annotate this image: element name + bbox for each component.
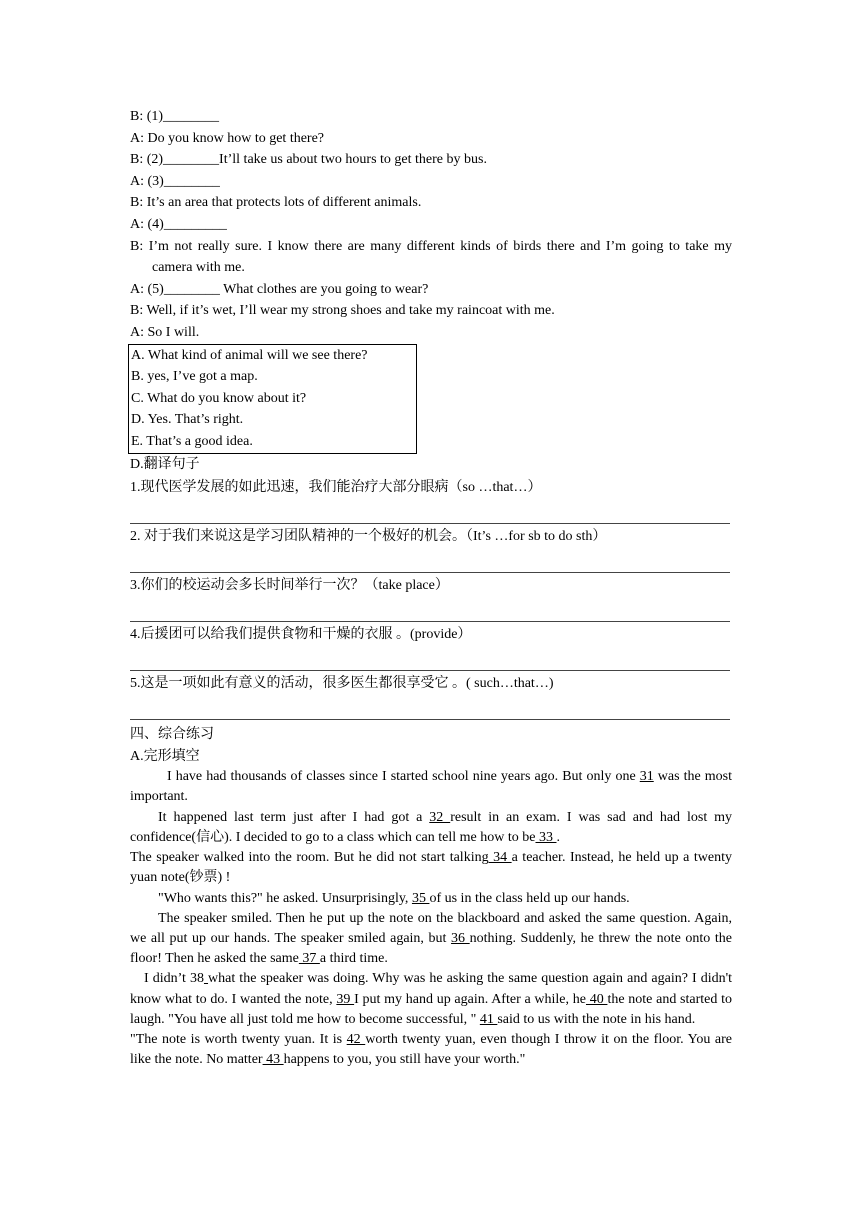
dialogue-text: It’s an area that protects lots of different animals. xyxy=(146,195,422,211)
answer-line[interactable] xyxy=(130,646,730,671)
translation-item-5: 5.这是一项如此有意义的活动，很多医生都很享受它 。( such…that…) xyxy=(130,676,554,692)
cloze-paragraph-2 xyxy=(130,808,732,848)
cloze-text: the note and started to laugh. "You have all just told me how to become successful, " xyxy=(130,991,732,1027)
dialogue-line-3 xyxy=(130,149,732,171)
cloze-heading: A.完形填空 xyxy=(130,748,200,764)
blank-43[interactable]: 43 xyxy=(262,1052,284,1068)
cloze-text: "The note is worth twenty yuan. It is xyxy=(130,1031,347,1047)
option-c: C. What do you know about it? xyxy=(131,390,307,406)
speaker-label: A: xyxy=(130,130,144,146)
blank-37[interactable]: 37 xyxy=(298,951,320,967)
cloze-text: worth twenty yuan, even though I throw it on the floor. You are like the note. No matter xyxy=(130,1031,732,1068)
speaker-label: A: xyxy=(130,324,144,340)
dialogue-text: Do you know how to get there? xyxy=(147,130,325,146)
cloze-text: happens to you, you still have your worth." xyxy=(283,1052,526,1068)
cloze-text: I put my hand up again. After a while, he xyxy=(354,991,586,1007)
translation-item-1: 1.现代医学发展的如此迅速，我们能治疗大部分眼病（so …that…） xyxy=(130,480,542,496)
cloze-text: The speaker walked into the room. But he did not start talking xyxy=(130,850,489,866)
option-a: A. What kind of animal will we see there? xyxy=(131,347,368,363)
dialogue-line-6 xyxy=(130,214,732,236)
speaker-label: B: xyxy=(130,152,144,168)
speaker-label: B: xyxy=(130,109,144,124)
speaker-label: B: xyxy=(130,195,144,211)
cloze-text: "Who wants this?" he asked. Unsurprisingly, xyxy=(158,890,412,906)
dialogue-text: (5)________ What clothes are you going to wear? xyxy=(147,281,429,297)
dialogue-line-2 xyxy=(130,128,732,150)
cloze-text: The speaker smiled. Then he put up the note on the blackboard and asked the same question. Again, we all put up our hands. The speaker smiled again, but xyxy=(130,910,732,946)
cloze-paragraph-7 xyxy=(130,1030,732,1070)
dialogue-text: (3)________ xyxy=(147,173,220,189)
speaker-label: A: xyxy=(130,173,144,189)
dialogue-text: So I will. xyxy=(147,324,200,340)
cloze-text: what the speaker was doing. Why was he asking the same question again and again? I didn't know what to do. I wanted the note, xyxy=(130,971,732,1007)
cloze-text: . xyxy=(556,829,560,845)
section-heading: 四、综合练习 xyxy=(130,727,214,743)
cloze-paragraph-4 xyxy=(130,889,732,909)
option-b: B. yes, I’ve got a map. xyxy=(131,369,258,385)
cloze-paragraph-5 xyxy=(130,909,732,970)
cloze-text: result in an exam. I was sad and had lost my confidence(信心). I decided to go to a class which can tell me how to be xyxy=(130,809,733,845)
cloze-paragraph-6 xyxy=(130,969,732,1030)
dialogue-line-4 xyxy=(130,171,732,193)
cloze-text: of us in the class held up our hands. xyxy=(429,890,630,906)
dialogue-line-8 xyxy=(130,279,732,301)
answer-line[interactable] xyxy=(130,548,730,573)
translation-section xyxy=(130,454,732,721)
cloze-text: a teacher. Instead, he held up a twenty yuan note(钞票) ! xyxy=(130,850,732,886)
dialogue xyxy=(130,106,736,344)
dialogue-line-7 xyxy=(130,236,736,279)
cloze-text: I didn’t 38 xyxy=(144,971,204,987)
translation-heading: D.翻译句子 xyxy=(130,456,200,472)
dialogue-text: (4)_________ xyxy=(147,216,227,232)
blank-39[interactable]: 39 xyxy=(336,991,355,1007)
cloze-text: said to us with the note in his hand. xyxy=(497,1011,696,1027)
blank-41[interactable]: 41 xyxy=(479,1011,498,1027)
options-box xyxy=(128,344,417,454)
cloze-text: It happened last term just after I had got a xyxy=(158,809,430,825)
option-e: E. That’s a good idea. xyxy=(131,433,253,449)
blank-34[interactable]: 34 xyxy=(488,850,512,866)
speaker-label: B: xyxy=(130,238,144,254)
translation-item-2: 2. 对于我们来说这是学习团队精神的一个极好的机会。（It’s …for sb to do sth） xyxy=(130,529,607,545)
dialogue-text: (1)________ xyxy=(146,109,220,124)
blank-35[interactable]: 35 xyxy=(411,890,430,906)
cloze-text: was the most important. xyxy=(130,769,733,805)
speaker-label: A: xyxy=(130,216,144,232)
answer-line[interactable] xyxy=(130,695,730,720)
answer-line[interactable] xyxy=(130,499,730,524)
blank-31[interactable]: 31 xyxy=(639,769,654,785)
translation-item-3: 3.你们的校运动会多长时间举行一次？（take place） xyxy=(130,578,449,594)
dialogue-line-9 xyxy=(130,300,732,322)
blank-36[interactable]: 36 xyxy=(451,930,470,946)
cloze-text: a third time. xyxy=(319,951,388,967)
cloze-paragraph-1 xyxy=(130,767,732,807)
exercise-section xyxy=(130,724,732,1070)
dialogue-text: Well, if it’s wet, I’ll wear my strong shoes and take my raincoat with me. xyxy=(146,303,555,319)
speaker-label: B: xyxy=(130,303,144,319)
cloze-paragraph-3 xyxy=(130,848,732,888)
speaker-label: A: xyxy=(130,281,144,297)
dialogue-line-1 xyxy=(130,106,732,128)
blank-33[interactable]: 33 xyxy=(535,829,557,845)
translation-item-4: 4.后援团可以给我们提供食物和干燥的衣服 。(provide） xyxy=(130,627,472,643)
worksheet-page xyxy=(130,106,736,1070)
cloze-text: I have had thousands of classes since I started school nine years ago. But only one xyxy=(167,769,640,785)
blank-40[interactable]: 40 xyxy=(585,991,608,1007)
blank-42[interactable]: 42 xyxy=(346,1031,366,1047)
dialogue-line-5 xyxy=(130,192,732,214)
cloze-text: nothing. Suddenly, he threw the note onto the floor! Then he asked the same xyxy=(130,930,732,967)
option-d: D. Yes. That’s right. xyxy=(131,412,244,428)
blank-32[interactable]: 32 xyxy=(429,809,451,825)
dialogue-line-10 xyxy=(130,322,732,344)
dialogue-text: I’m not really sure. I know there are many different kinds of birds there and I’m going to take my camera with me. xyxy=(148,238,736,276)
answer-line[interactable] xyxy=(130,597,730,622)
dialogue-text: (2)________It’ll take us about two hours to get there by bus. xyxy=(146,152,487,168)
